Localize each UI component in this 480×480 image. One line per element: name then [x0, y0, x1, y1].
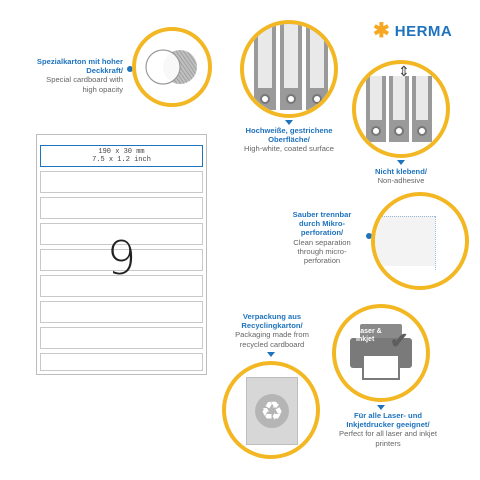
feature-printers-de: Für alle Laser- und Inkjetdrucker geeignet/	[346, 411, 430, 430]
feature-nonadhesive-de: Nicht klebend/	[375, 167, 427, 176]
label-strip	[40, 301, 203, 323]
label-dimension	[40, 145, 203, 167]
feature-coated-caption	[240, 126, 338, 154]
binder-spine	[412, 76, 432, 142]
perforated-sheet	[375, 216, 435, 266]
feature-opacity-de: Spezialkarton mit hoher Deckkraft/	[36, 57, 123, 76]
recycling-icon: ♻	[255, 394, 289, 428]
feature-recycling-de: Verpackung aus Recyclingkarton/	[241, 312, 303, 331]
connector-arrow	[377, 405, 385, 410]
binder-spine	[306, 24, 328, 110]
feature-perforation-caption	[282, 210, 362, 265]
binder-spine	[254, 24, 276, 110]
perforation-line	[375, 216, 435, 217]
feature-coated-de: Hochweiße, gestrichene Oberfläche/	[245, 126, 333, 145]
feature-printers-caption	[332, 411, 444, 448]
label-strip	[40, 353, 203, 371]
label-strip	[40, 197, 203, 219]
printer-badge-line2: Inkjet	[356, 336, 375, 343]
up-down-arrow-icon: ⇕	[398, 63, 410, 79]
feature-opacity-en: Special cardboard with high opacity	[46, 75, 123, 94]
opacity-circle	[132, 27, 212, 107]
connector-arrow	[397, 160, 405, 165]
binder-spine	[389, 76, 409, 142]
recycled-box	[246, 377, 298, 445]
label-sheet	[36, 134, 207, 375]
recycling-circle	[222, 361, 320, 459]
feature-nonadhesive-caption	[352, 167, 450, 185]
binder-spine	[280, 24, 302, 110]
perforation-circle	[371, 192, 469, 290]
label-size-inch: 7.5 x 1.2 inch	[92, 156, 151, 164]
feature-opacity-caption	[36, 57, 123, 94]
opacity-illustration	[136, 31, 208, 103]
asterisk-star-icon: ✱	[373, 20, 390, 42]
binder-spine	[366, 76, 386, 142]
printers-circle	[332, 304, 430, 402]
perforation-line	[435, 216, 436, 270]
label-count: 9	[106, 231, 137, 285]
connector-arrow	[285, 120, 293, 125]
label-strip	[40, 171, 203, 193]
feature-coated-en: High-white, coated surface	[244, 144, 334, 154]
connector-arrow	[267, 352, 275, 357]
coated-circle	[240, 20, 338, 118]
printer-badge	[356, 328, 382, 344]
label-strip	[40, 327, 203, 349]
feature-nonadhesive-en: Non-adhesive	[377, 176, 425, 186]
brand-name: HERMA	[394, 22, 453, 40]
feature-recycling-en: Packaging made from recycled cardboard	[235, 330, 309, 349]
checkmark-icon: ✔	[390, 328, 409, 353]
feature-recycling-caption	[222, 312, 322, 349]
printer-badge-line1: Laser &	[356, 328, 382, 335]
nonadhesive-circle	[352, 60, 450, 158]
herma-logo	[373, 22, 452, 40]
label-size-mm: 190 x 30 mm	[98, 148, 145, 156]
feature-perforation-de: Sauber trennbar durch Mikro-perforation/	[292, 210, 352, 238]
printer-icon	[350, 324, 412, 382]
feature-perforation-en: Clean separation through micro-perforation	[293, 237, 351, 266]
feature-printers-en: Perfect for all laser and inkjet printers	[339, 429, 437, 448]
